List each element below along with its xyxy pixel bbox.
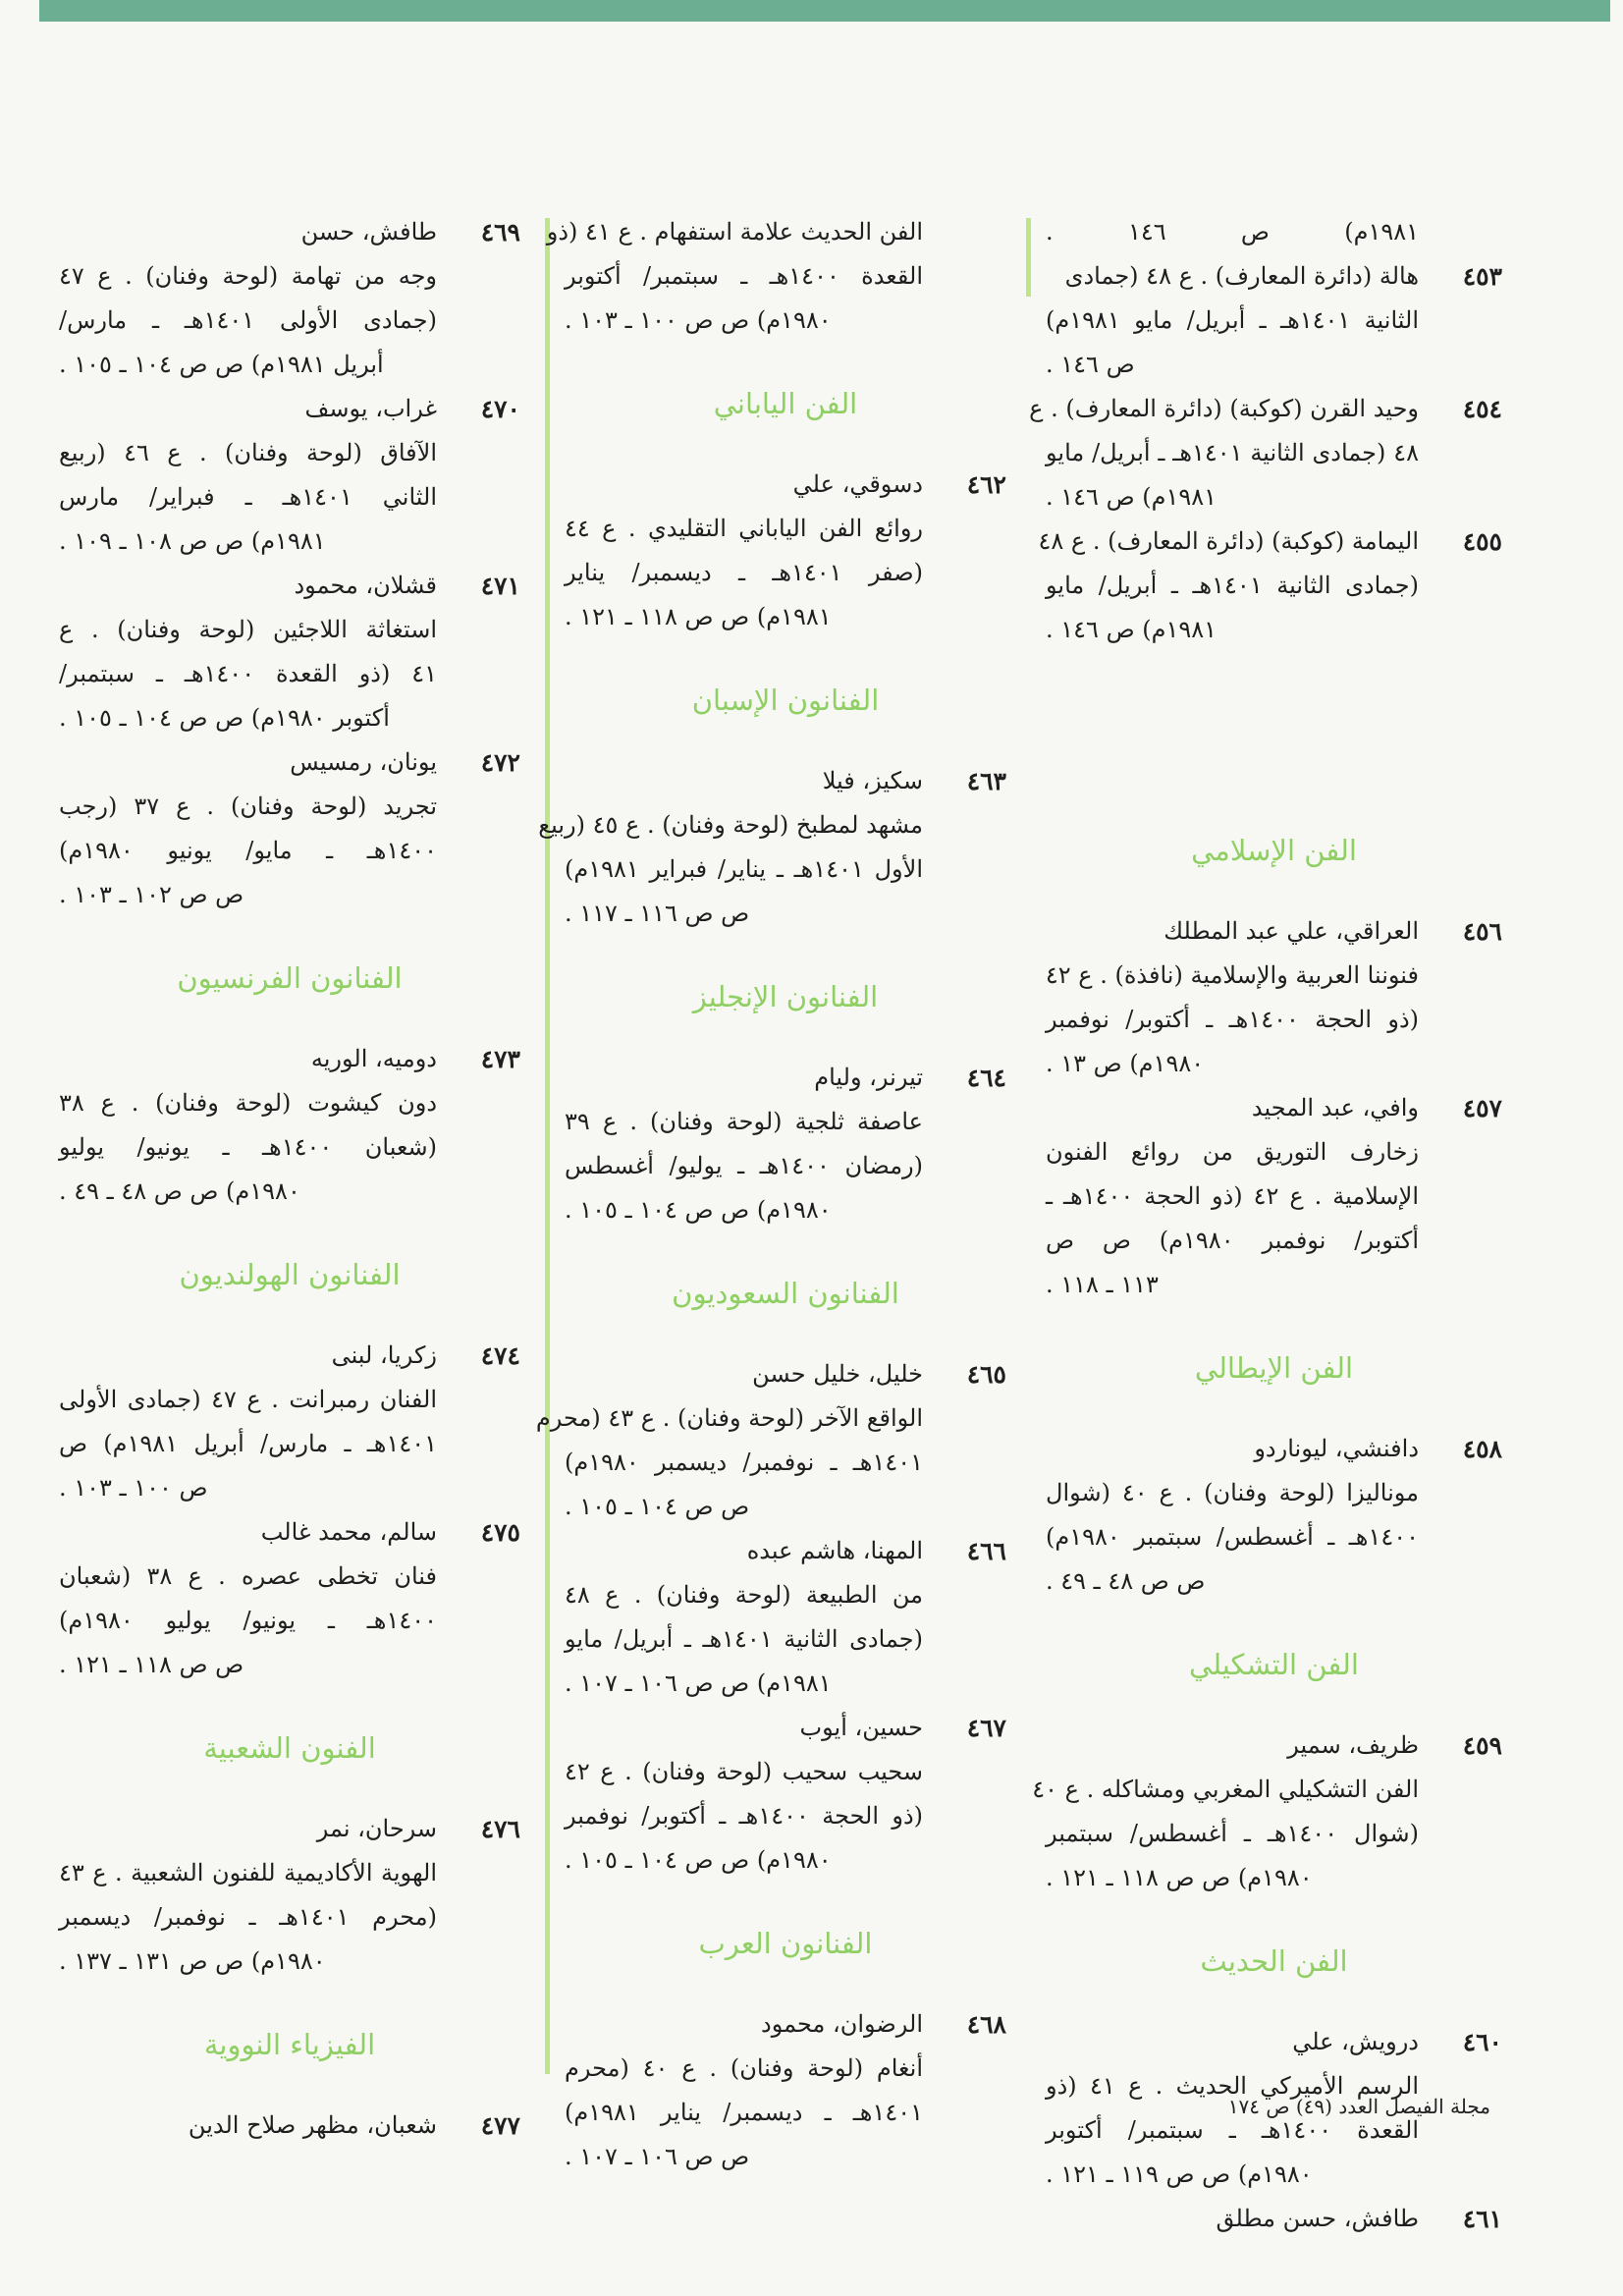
column-rule-left (545, 218, 550, 2074)
top-color-band (39, 0, 1610, 22)
entry-number: ٤٦٢ (966, 470, 1006, 499)
entry-text-line: الواقع الآخر (لوحة وفنان) . ع ٤٣ (محرم (535, 1404, 923, 1432)
bibliography-entry (59, 387, 520, 564)
entry-text-line: ١٩٨١م) ص ص ١١٨ ـ ١٢١ . (565, 603, 832, 630)
entry-text-line: ١٩٨٠م) ص ص ١٠٤ ـ ١٠٥ . (565, 1196, 832, 1224)
section-heading: الفنانون العرب (698, 1927, 873, 1960)
entry-text-line: زخارف التوريق من روائع الفنون (1046, 1138, 1419, 1166)
entry-number: ٤٥٧ (1462, 1094, 1502, 1122)
entry-text-line: ١٩٨٠م) ص ص ١٣١ ـ ١٣٧ . (59, 1947, 326, 1975)
bibliography-entry (1046, 2197, 1502, 2241)
entry-text-line: الثاني ١٤٠١هـ ـ فبراير/ مارس (59, 483, 437, 511)
entry-text-line: ١٩٨٠م) ص ص ١٠٠ ـ ١٠٣ . (565, 306, 832, 334)
bibliography-entry (59, 1334, 520, 1510)
entry-number: ٤٦٨ (966, 2010, 1006, 2039)
entry-author: دافنشي، ليوناردو (1254, 1435, 1419, 1462)
entry-author: سرحان، نمر (316, 1815, 437, 1842)
section-heading: الفن الياباني (713, 387, 858, 420)
section-heading: الفنانون السعوديون (672, 1277, 899, 1310)
entry-number: ٤٥٥ (1462, 527, 1502, 556)
entry-author: قشلان، محمود (294, 572, 437, 599)
section-heading: الفنانون الهولنديون (179, 1258, 401, 1291)
entry-author: اليمامة (كوكبة) (دائرة المعارف) . ع ٤٨ (1038, 527, 1419, 555)
entry-text-line: ص ص ١٠٤ ـ ١٠٥ . (565, 1493, 750, 1520)
entry-author: يونان، رمسيس (290, 748, 437, 776)
entry-author: دوميه، الوريه (310, 1045, 437, 1072)
entry-text-line: القعدة ١٤٠٠هـ ـ سبتمبر/ أكتوبر (1046, 2116, 1419, 2144)
entry-text-line: روائع الفن الياباني التقليدي . ع ٤٤ (565, 515, 923, 542)
entry-text-line: الفن الحديث علامة استفهام . ع ٤١ (ذو (546, 218, 923, 246)
entry-continuation (1046, 210, 1502, 254)
bibliography-entry (565, 1529, 1006, 1706)
entry-author: العراقي، علي عبد المطلك (1163, 917, 1419, 945)
entry-author: شعبان، مظهر صلاح الدين (188, 2111, 437, 2139)
entry-author: وافي، عبد المجيد (1251, 1094, 1419, 1121)
entry-text-line: (جمادى الثانية ١٤٠١هـ ـ أبريل/ مايو (1046, 572, 1419, 599)
entry-text-line: الهوية الأكاديمية للفنون الشعبية . ع ٤٣ (59, 1859, 437, 1886)
entry-text-line: فنان تخطى عصره . ع ٣٨ (شعبان (59, 1562, 438, 1590)
entry-text-line: موناليزا (لوحة وفنان) . ع ٤٠ (شوال (1046, 1479, 1419, 1506)
entry-number: ٤٥٣ (1462, 262, 1502, 291)
bibliography-entry (59, 2104, 520, 2148)
entry-text-line: (محرم ١٤٠١هـ ـ نوفمبر/ ديسمبر (59, 1903, 437, 1931)
bibliography-entry (1029, 387, 1502, 519)
entry-text-line: من الطبيعة (لوحة وفنان) . ع ٤٨ (565, 1581, 923, 1609)
entry-text-line: ١٤٠٠هـ ـ يونيو/ يوليو ١٩٨٠م) (59, 1607, 437, 1634)
entry-text-line: (ذو الحجة ١٤٠٠هـ ـ أكتوبر/ نوفمبر (1046, 1006, 1419, 1033)
column-left (59, 210, 520, 2148)
entry-text-line: ١٩٨١م) ص ١٤٦ . (1046, 616, 1217, 643)
section-heading: الفيزياء النووية (203, 2028, 376, 2061)
entry-author: زكريا، لبنى (331, 1341, 437, 1369)
entry-continuation (546, 210, 1006, 343)
bibliography-entry (59, 1510, 520, 1687)
entry-author: غراب، يوسف (304, 395, 437, 422)
column-middle (535, 210, 1006, 2179)
bibliography-entry (1038, 519, 1502, 652)
bibliography-entry (1032, 1723, 1502, 1900)
entry-text-line: القعدة ١٤٠٠هـ ـ سبتمبر/ أكتوبر (565, 262, 923, 290)
entry-author: طافش، حسن (300, 218, 437, 246)
entry-author: طافش، حسن مطلق (1216, 2205, 1419, 2232)
entry-text-line: ص ص ٤٨ ـ ٤٩ . (1046, 1567, 1206, 1595)
entry-number: ٤٧٧ (480, 2111, 520, 2140)
entry-author: سالم، محمد غالب (260, 1518, 437, 1546)
entry-author: درويش، علي (1292, 2028, 1419, 2055)
entry-text-line: تجريد (لوحة وفنان) . ع ٣٧ (رجب (59, 793, 437, 820)
entry-text-line: ١٤٠٠هـ ـ أغسطس/ سبتمبر ١٩٨٠م) (1046, 1523, 1419, 1551)
entry-text-line: ١٩٨٠م) ص ١٣ . (1046, 1050, 1205, 1077)
entry-text-line: ١٩٨١م) ص ص ١٠٨ ـ ١٠٩ . (59, 527, 326, 555)
section-heading: الفن الإسلامي (1191, 834, 1357, 867)
entry-text-line: الإسلامية . ع ٤٢ (ذو الحجة ١٤٠٠هـ ـ (1046, 1182, 1419, 1210)
entry-author: دسوقي، علي (792, 470, 923, 498)
section-heading: الفنانون الإسبان (691, 683, 880, 717)
section-heading: الفن التشكيلي (1189, 1648, 1359, 1681)
entry-number: ٤٦٦ (966, 1537, 1006, 1565)
entry-number: ٤٧٢ (480, 748, 520, 777)
entry-text-line: أكتوبر ١٩٨٠م) ص ص ١٠٤ ـ ١٠٥ . (59, 704, 390, 732)
entry-text-line: (جمادى الثانية ١٤٠١هـ ـ أبريل/ مايو (565, 1625, 923, 1653)
page-footer: مجلة الفيصل العدد (٤٩) ص ١٧٤ (1227, 2095, 1490, 2118)
section-heading: الفنانون الإنجليز (692, 980, 879, 1013)
entry-number: ٤٦٩ (480, 218, 520, 246)
entry-text-line: الأول ١٤٠١هـ ـ يناير/ فبراير ١٩٨١م) (565, 855, 923, 883)
section-heading: الفن الحديث (1200, 1944, 1348, 1978)
entry-text-line: ١٤٠٠هـ ـ مايو/ يونيو ١٩٨٠م) (59, 837, 437, 864)
section-heading: الفنون الشعبية (203, 1731, 376, 1765)
entry-number: ٤٦٧ (966, 1714, 1006, 1742)
entry-text-line: ١١٣ ـ ١١٨ . (1046, 1271, 1159, 1298)
entry-text-line: ١٩٨١م) ص ١٤٦ . (1046, 483, 1217, 511)
column-rule-right (1026, 218, 1031, 297)
entry-author: ظريف، سمير (1287, 1731, 1419, 1759)
entry-author: حسين، أيوب (799, 1714, 923, 1741)
entry-text-line: (شعبان ١٤٠٠هـ ـ يونيو/ يوليو (59, 1133, 438, 1161)
bibliography-entry (59, 1807, 520, 1984)
bibliography-entry (1046, 254, 1502, 387)
entry-author: هالة (دائرة المعارف) . ع ٤٨ (جمادى (1064, 262, 1419, 290)
spacer (1046, 652, 1502, 790)
entry-text-line: (شوال ١٤٠٠هـ ـ أغسطس/ سبتمبر (1046, 1820, 1419, 1847)
entry-number: ٤٥٤ (1462, 395, 1502, 423)
entry-text-line: ص ص ١١٦ ـ ١١٧ . (565, 900, 750, 927)
entry-text-line: الفن التشكيلي المغربي ومشاكله . ع ٤٠ (1032, 1776, 1419, 1803)
entry-text-line: عاصفة ثلجية (لوحة وفنان) . ع ٣٩ (565, 1108, 923, 1135)
entry-text-line: ١٩٨٠م) ص ص ١١٩ ـ ١٢١ . (1046, 2160, 1313, 2188)
entry-text-line: ص ١٠٠ ـ ١٠٣ . (59, 1474, 208, 1502)
bibliography-entry (59, 1037, 520, 1214)
entry-number: ٤٥٦ (1462, 917, 1502, 946)
bibliography-entry (1046, 1427, 1502, 1604)
entry-number: ٤٦٠ (1462, 2028, 1502, 2056)
entry-text-line: الثانية ١٤٠١هـ ـ أبريل/ مايو ١٩٨١م) (1046, 306, 1419, 334)
column-right (1029, 210, 1502, 2241)
section-heading: الفنانون الفرنسيون (177, 961, 403, 995)
entry-text-line: ص ١٤٦ . (1046, 351, 1135, 378)
entry-author: سكيز، فيلا (822, 767, 923, 794)
entry-author: تيرنر، وليام (814, 1064, 923, 1091)
entry-number: ٤٧٤ (480, 1341, 520, 1370)
entry-text-line: فنوننا العربية والإسلامية (نافذة) . ع ٤٢ (1045, 961, 1419, 989)
entry-text-line: ١٩٨٠م) ص ص ١٠٤ ـ ١٠٥ . (565, 1846, 832, 1874)
entry-text-line: الفنان رمبرانت . ع ٤٧ (جمادى الأولى (59, 1386, 437, 1413)
entry-text-line: الرسم الأميركي الحديث . ع ٤١ (ذو (1046, 2072, 1419, 2100)
bibliography-entry (59, 740, 520, 917)
entry-text-line: الآفاق (لوحة وفنان) . ع ٤٦ (ربيع (59, 439, 437, 466)
entry-text-line: (صفر ١٤٠١هـ ـ ديسمبر/ يناير (565, 559, 923, 586)
entry-text-line: أبريل ١٩٨١م) ص ص ١٠٤ ـ ١٠٥ . (59, 351, 384, 378)
entry-text-line: ٤٨ (جمادى الثانية ١٤٠١هـ ـ أبريل/ مايو (1046, 439, 1419, 466)
entry-text-line: أكتوبر/ نوفمبر ١٩٨٠م) ص ص (1046, 1227, 1419, 1254)
entry-text-line: سحيب سحيب (لوحة وفنان) . ع ٤٢ (565, 1758, 923, 1785)
entry-text-line: وجه من تهامة (لوحة وفنان) . ع ٤٧ (59, 262, 437, 290)
entry-text-line: دون كيشوت (لوحة وفنان) . ع ٣٨ (59, 1089, 437, 1117)
entry-text-line: ١٩٨١م) ص ١٤٦ . (1046, 218, 1420, 246)
entry-number: ٤٦١ (1462, 2205, 1502, 2233)
entry-number: ٤٥٩ (1462, 1731, 1502, 1760)
entry-text-line: ص ص ١٠٢ ـ ١٠٣ . (59, 881, 244, 908)
entry-text-line: (جمادى الأولى ١٤٠١هـ ـ مارس/ (59, 306, 437, 334)
entry-number: ٤٧٥ (480, 1518, 520, 1547)
entry-number: ٤٥٨ (1462, 1435, 1502, 1463)
section-heading: الفن الإيطالي (1194, 1351, 1354, 1385)
entry-author: وحيد القرن (كوكبة) (دائرة المعارف) . ع (1029, 395, 1419, 422)
entry-number: ٤٧١ (480, 572, 520, 600)
bibliography-entry (538, 759, 1006, 936)
bibliography-entry (565, 1056, 1006, 1232)
entry-number: ٤٦٤ (966, 1064, 1006, 1092)
entry-text-line: ٤١ (ذو القعدة ١٤٠٠هـ ـ سبتمبر/ (59, 660, 437, 687)
entry-number: ٤٧٣ (480, 1045, 520, 1073)
bibliography-entry (1046, 1086, 1502, 1307)
entry-author: المهنا، هاشم عبده (746, 1537, 923, 1564)
entry-text-line: ١٩٨١م) ص ص ١٠٦ ـ ١٠٧ . (565, 1669, 832, 1697)
bibliography-entry (535, 1352, 1006, 1529)
entry-number: ٤٦٥ (966, 1360, 1006, 1389)
bibliography-entry (565, 1706, 1006, 1883)
entry-text-line: ١٤٠١هـ ـ ديسمبر/ يناير ١٩٨١م) (565, 2099, 923, 2126)
bibliography-entry (565, 463, 1006, 639)
entry-text-line: استغاثة اللاجئين (لوحة وفنان) . ع (59, 616, 437, 643)
entry-text-line: ص ص ١٠٦ ـ ١٠٧ . (565, 2143, 750, 2170)
entry-number: ٤٦٣ (966, 767, 1006, 795)
entry-text-line: ص ص ١١٨ ـ ١٢١ . (59, 1651, 244, 1678)
bibliography-entry (565, 2002, 1006, 2179)
bibliography-entry (1046, 909, 1502, 1086)
entry-text-line: ١٤٠١هـ ـ مارس/ أبريل ١٩٨١م) ص (59, 1430, 437, 1457)
bibliography-entry (59, 210, 520, 387)
entry-text-line: ١٤٠١هـ ـ نوفمبر/ ديسمبر ١٩٨٠م) (565, 1449, 923, 1476)
entry-number: ٤٧٠ (480, 395, 520, 423)
entry-author: الرضوان، محمود (761, 2010, 923, 2038)
entry-text-line: (رمضان ١٤٠٠هـ ـ يوليو/ أغسطس (565, 1152, 923, 1179)
entry-text-line: (ذو الحجة ١٤٠٠هـ ـ أكتوبر/ نوفمبر (565, 1802, 923, 1830)
entry-number: ٤٧٦ (480, 1815, 520, 1843)
entry-text-line: ١٩٨٠م) ص ص ١١٨ ـ ١٢١ . (1046, 1864, 1313, 1891)
entry-text-line: مشهد لمطبخ (لوحة وفنان) . ع ٤٥ (ربيع (538, 811, 923, 839)
entry-text-line: ١٩٨٠م) ص ص ٤٨ ـ ٤٩ . (59, 1177, 300, 1205)
entry-author: خليل، خليل حسن (752, 1360, 923, 1388)
entry-text-line: أنغام (لوحة وفنان) . ع ٤٠ (محرم (565, 2054, 923, 2082)
bibliography-entry (59, 564, 520, 740)
